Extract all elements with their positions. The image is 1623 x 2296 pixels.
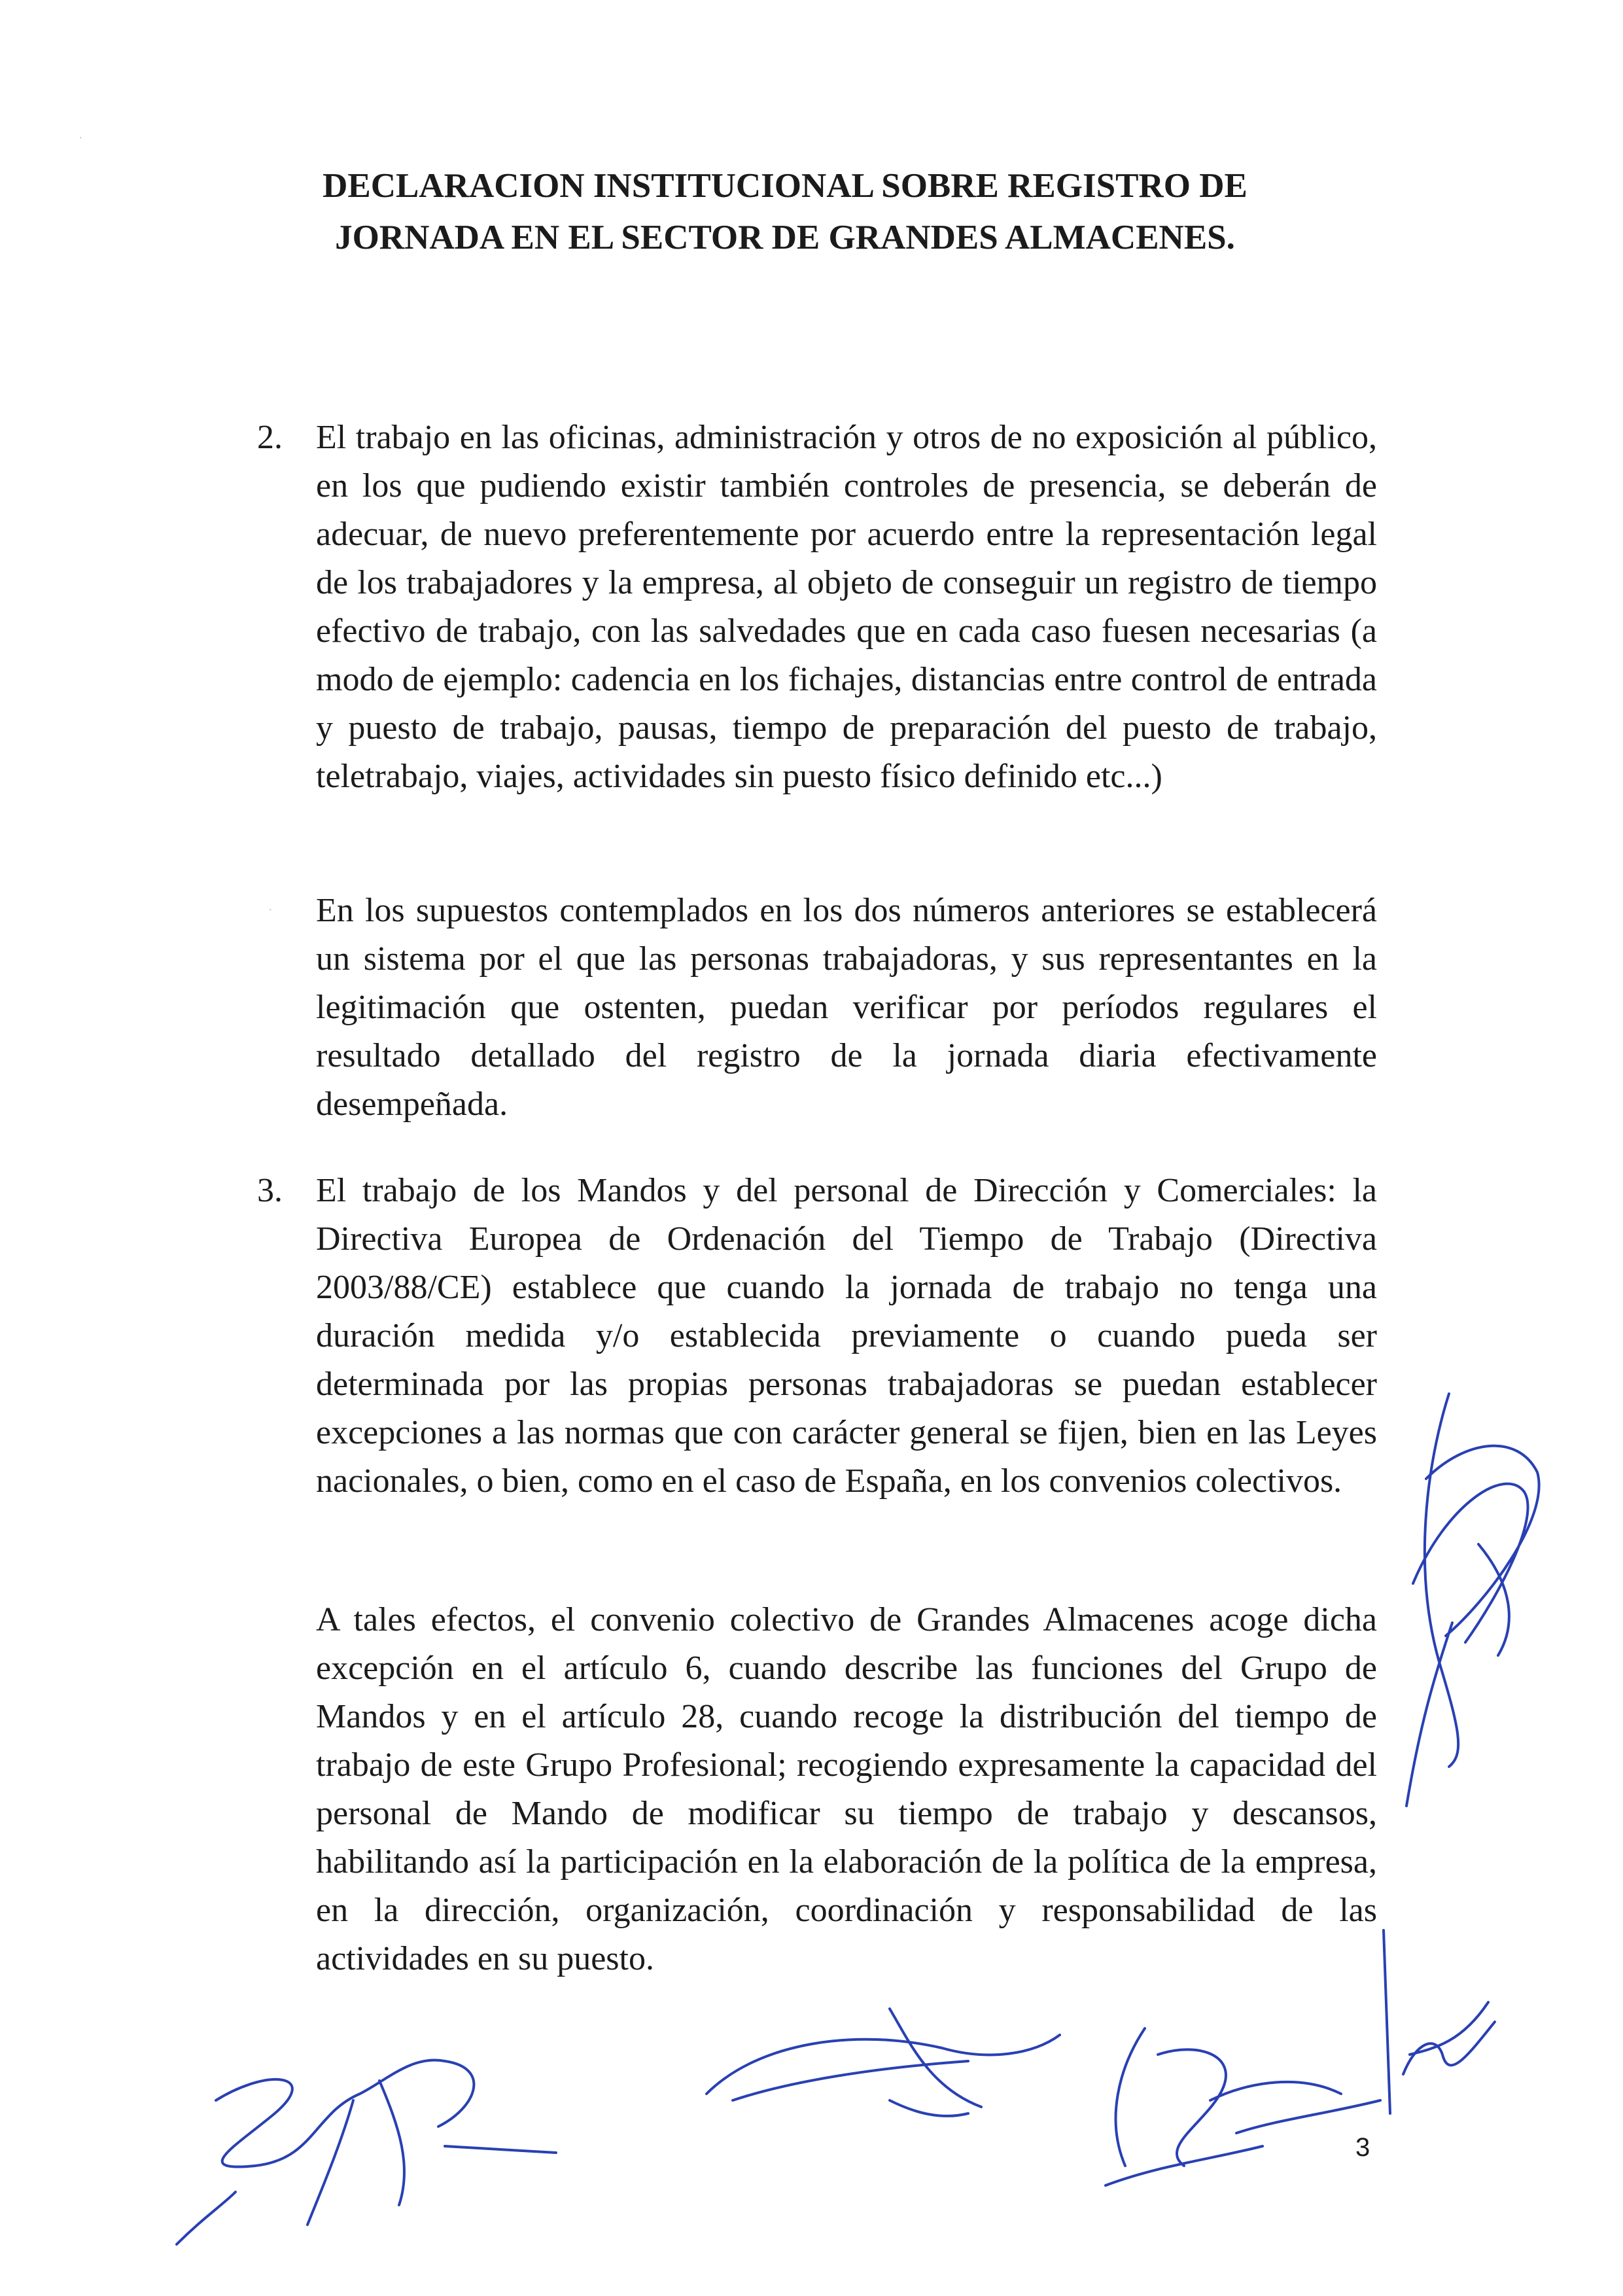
item-text: El trabajo en las oficinas, administración y otros de no exposición al público, en los que pudiendo existir también controles de presencia, se deberán de adecuar, de nuevo preferentemente por acuerdo entre la representación legal de los trabajadores y la empresa, al objeto de conseguir un registro de tiempo efectivo de trabajo, con las salvedades que en cada caso fuesen necesarias (a modo de ejemplo: cadencia en los fichajes, distancias entre control de entrada y puesto de trabajo, pausas, tiempo de preparación del puesto de trabajo, teletrabajo, viajes, actividades sin puesto físico definido etc...) bbox=[316, 419, 1377, 795]
signature-center-right bbox=[1066, 2015, 1406, 2199]
title-line-1: DECLARACION INSTITUCIONAL SOBRE REGISTRO DE bbox=[323, 167, 1248, 205]
signature-left bbox=[164, 1996, 582, 2257]
item-text: El trabajo de los Mandos y del personal de Dirección y Comerciales: la Directiva Europea de Ordenación del Tiempo de Trabajo (Directiva 2003/88/CE) establece que cuando la jornada de trabajo no tenga una duración medida y/o establecida previamente o cuando pueda ser determinada por las propias personas trabajadoras se puedan establecer excepciones a las normas que con carácter general se fijen, bien en las Leyes nacionales, o bien, como en el caso de España, en los convenios colectivos. bbox=[316, 1172, 1377, 1500]
signature-center bbox=[693, 1983, 1086, 2153]
page-number: 3 bbox=[1355, 2133, 1370, 2162]
paragraph-verification: En los supuestos contemplados en los dos números anteriores se establecerá un sistema por el que las personas trabajadoras, y sus representantes en la legitimación que ostenten, puedan verificar por períodos regulares el resultado detallado del registro de la jornada diaria efectivamente desempeñada. bbox=[316, 892, 1377, 1123]
document-title bbox=[196, 160, 1374, 264]
item-number: 2. bbox=[257, 419, 283, 456]
scan-mark: · bbox=[79, 131, 83, 145]
list-item-2 bbox=[258, 414, 1377, 801]
list-item-3 bbox=[258, 1167, 1377, 1506]
title-line-2: JORNADA EN EL SECTOR DE GRANDES ALMACENES. bbox=[335, 219, 1235, 256]
paragraph-mandos: A tales efectos, el convenio colectivo de Grandes Almacenes acoge dicha excepción en el artículo 6, cuando describe las funciones del Grupo de Mandos y en el artículo 28, cuando recoge la distribución del tiempo de trabajo de este Grupo Profesional; recogiendo expresamente la capacidad del personal de Mando de modificar su tiempo de trabajo y descansos, habilitando así la participación en la elaboración de la política de la empresa, en la dirección, organización, coordinación y responsabilidad de las actividades en su puesto. bbox=[316, 1601, 1377, 1977]
signature-right-margin bbox=[1387, 1387, 1583, 1806]
scan-mark: · bbox=[268, 903, 273, 917]
item-number: 3. bbox=[257, 1172, 283, 1209]
